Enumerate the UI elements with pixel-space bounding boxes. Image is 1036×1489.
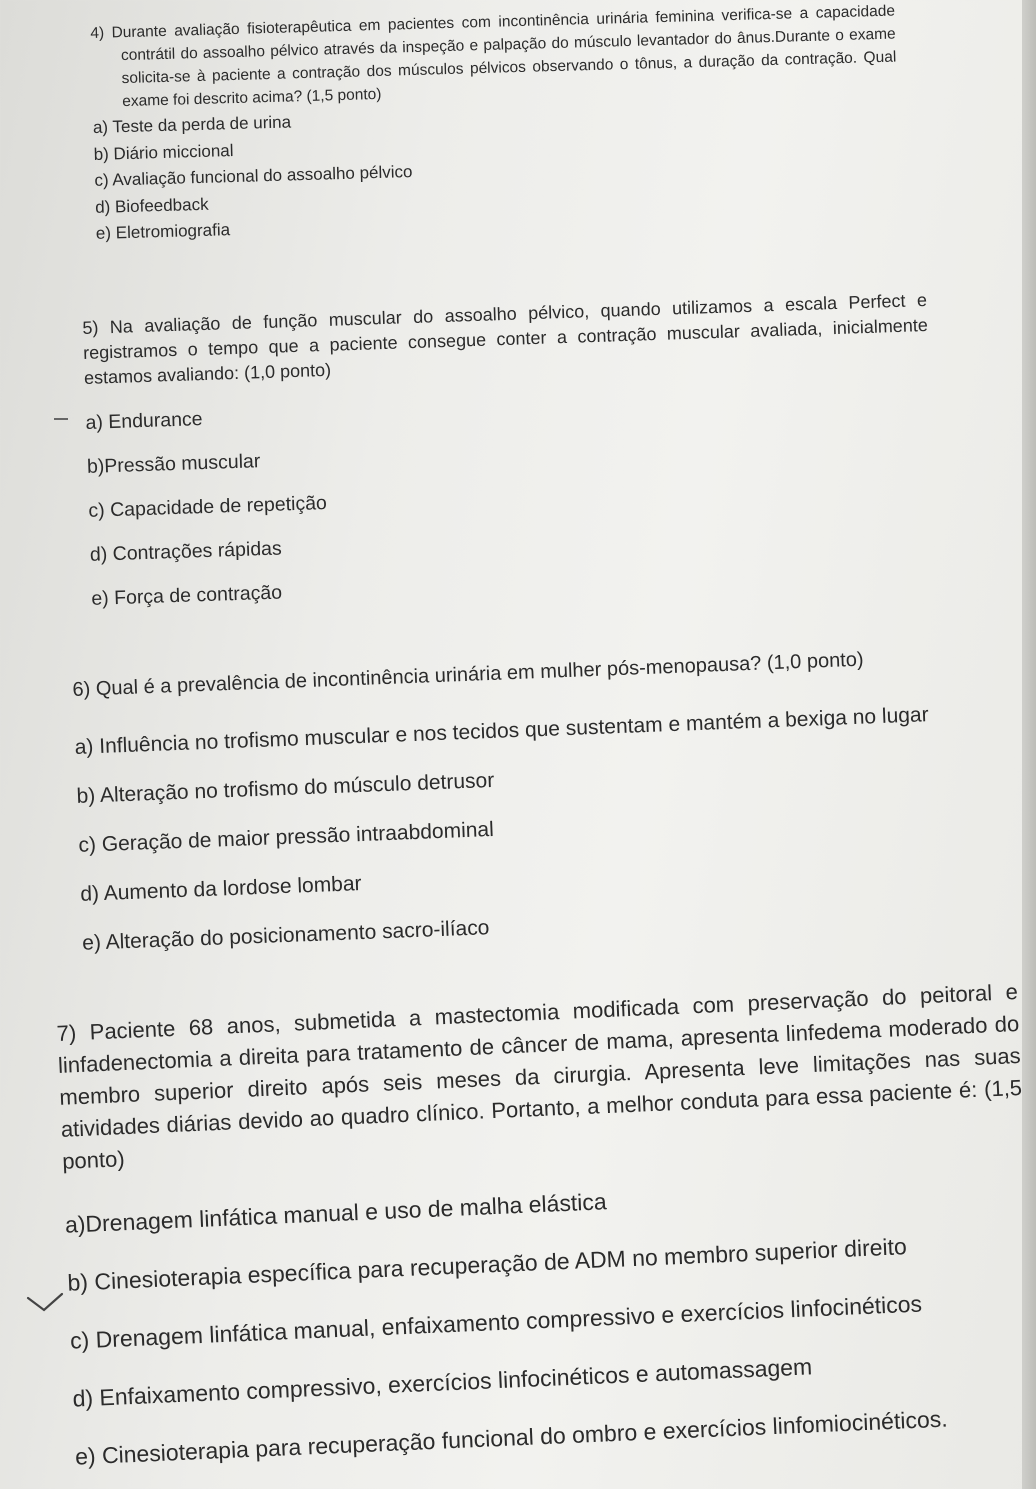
question-6 <box>72 645 930 968</box>
pen-check-mark <box>26 1290 66 1324</box>
option-e: e) Alteração do posicionamento sacro-ilíaco <box>81 916 490 955</box>
option-c: c) Avaliação funcional do assoalho pélvico <box>94 162 413 190</box>
option-c: c) Capacidade de repetição <box>88 491 328 522</box>
option-b: b)Pressão muscular <box>86 450 261 478</box>
question-5 <box>82 288 937 621</box>
option-b: b) Diário miccional <box>93 140 234 164</box>
option-b: b) Cinesioterapia específica para recuperação de ADM no membro superior direito <box>66 1233 908 1296</box>
option-c: c) Drenagem linfática manual, enfaixamento compressivo e exercícios linfocinéticos <box>69 1290 923 1354</box>
question-4 <box>90 0 901 247</box>
question-6-stem: 6) Qual é a prevalência de incontinência urinária em mulher pós-menopausa? (1,0 ponto) <box>72 648 864 701</box>
question-7-stem: 7) Paciente 68 anos, submetida a mastectomia modificada com preservação do peitoral e linfadenectomia a direita para tratamento de câncer de mama, apresenta linfedema moderado do membro superior direito após seis meses da cirurgia. Apresenta leve limitações nas suas atividades diárias devido ao quadro clínico. Portanto, a melhor conduta para essa paciente é: (1,5 ponto) <box>56 979 1023 1174</box>
option-d: d) Enfaixamento compressivo, exercícios linfocinéticos e automassagem <box>72 1353 813 1412</box>
question-7 <box>56 976 1036 1486</box>
option-a: a) Endurance <box>85 408 203 434</box>
option-a: a) Influência no trofismo muscular e nos tecidos que sustentam e mantém a bexiga no lugar <box>74 703 930 759</box>
question-5-stem: 5) Na avaliação de função muscular do assoalho pélvico, quando utilizamos a escala Perfect e registramos o tempo que a paciente consegue conter a contração muscular avaliada, inicialmente estamos avaliando: (1,0 ponto) <box>82 289 929 388</box>
option-c: c) Geração de maior pressão intraabdominal <box>78 817 495 857</box>
option-d: d) Aumento da lordose lombar <box>79 872 362 906</box>
question-4-options <box>93 92 901 247</box>
option-a: a)Drenagem linfática manual e uso de malha elástica <box>64 1188 608 1238</box>
option-d: d) Biofeedback <box>94 194 209 217</box>
question-5-options <box>85 373 937 621</box>
option-e: e) Eletromiografia <box>95 220 231 243</box>
pen-dash-mark <box>54 418 68 420</box>
option-a: a) Teste da perda de urina <box>92 112 292 137</box>
question-4-stem: 4) Durante avaliação fisioterapêutica em pacientes com incontinência urinária feminina verifica-se a capacidade contrátil do assoalho pélvico através da inspeção e palpação do músculo levantador do ânus.Durante o exame solicita-se à paciente a contração dos músculos pélvicos observando o tônus, a duração da contração. Qual exame foi descrito acima? (1,5 ponto) <box>90 2 897 111</box>
question-7-options <box>64 1154 1036 1486</box>
option-d: d) Contrações rápidas <box>89 537 283 566</box>
option-e: e) Força de contração <box>91 581 283 610</box>
option-e: e) Cinesioterapia para recuperação funcional do ombro e exercícios linfomiocinéticos. <box>74 1405 949 1470</box>
option-b: b) Alteração no trofismo do músculo detrusor <box>76 768 495 808</box>
question-6-options <box>74 691 930 967</box>
